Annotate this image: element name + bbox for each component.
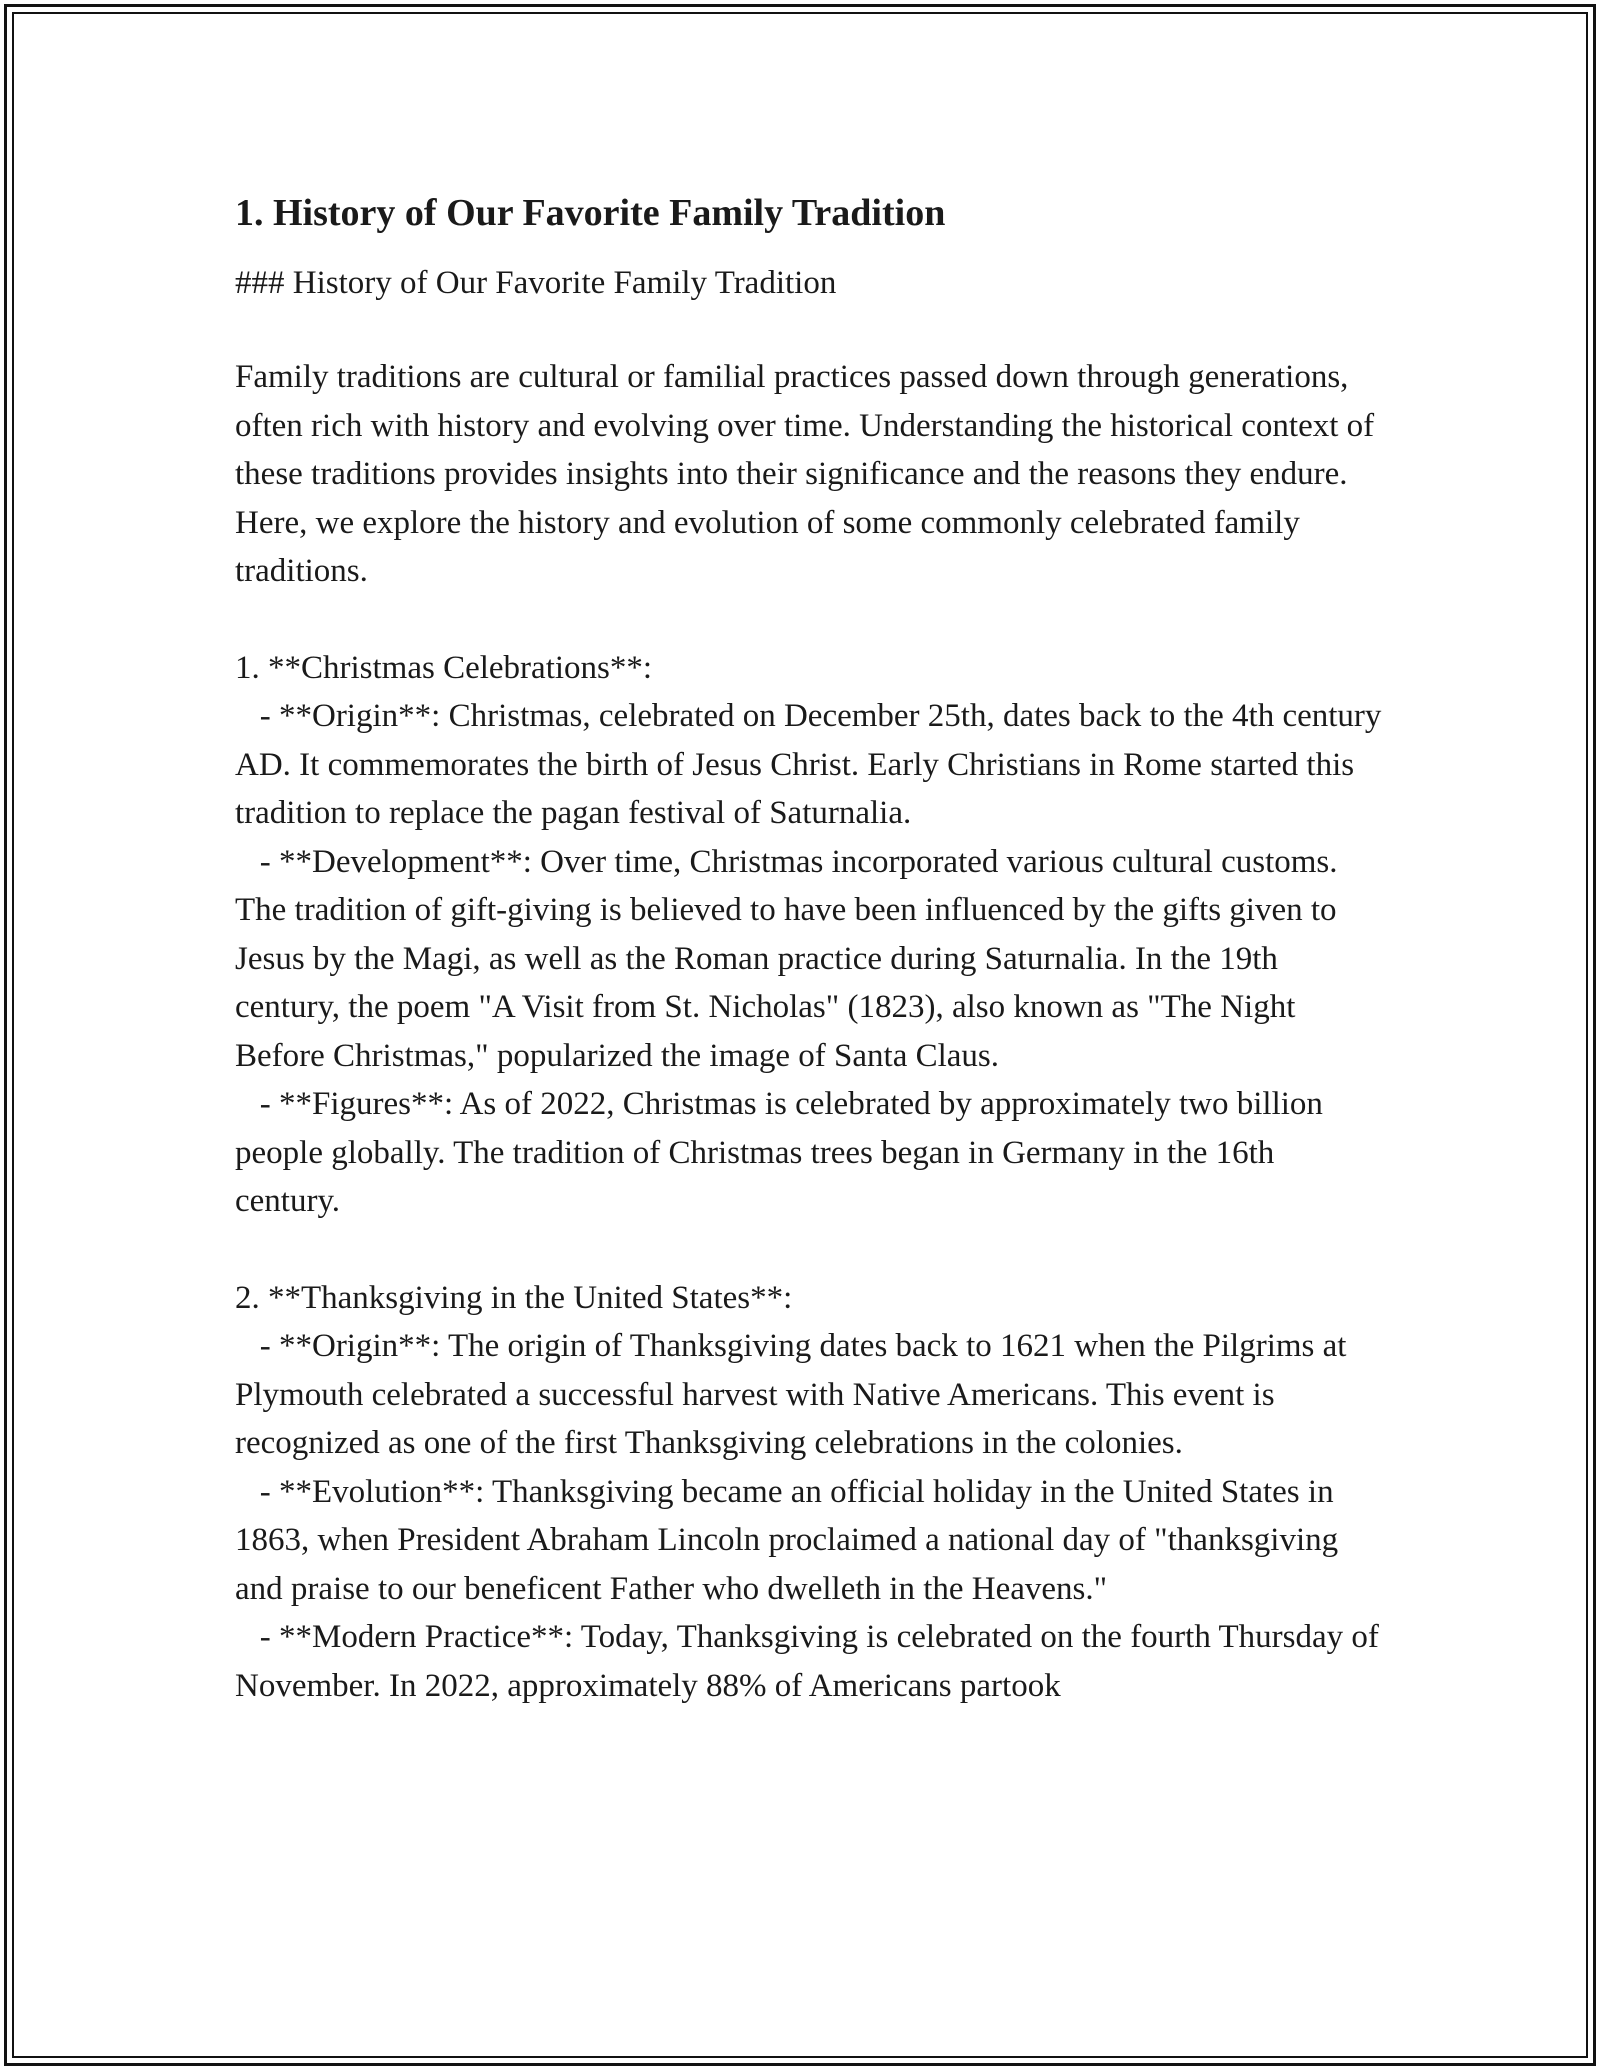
markdown-subheading: ### History of Our Favorite Family Tradition [235,265,837,301]
bullet-origin: - **Origin**: The origin of Thanksgiving dates back to 1621 when the Pilgrims at Plymouth celebrated a successful harvest with Native Americans. This event is recognized as one of the first Thanksgiving celebrations in the colonies. [235,1328,1355,1461]
intro-paragraph: Family traditions are cultural or familial practices passed down through generations, often rich with history and evolving over time. Understanding the historical context of these traditions provides insights into their significance and the reasons they endure. Here, we explore the history and evolution of some commonly celebrated family traditions. [235,359,1375,589]
document-title: 1. History of Our Favorite Family Tradition [235,192,946,234]
bullet-figures: - **Figures**: As of 2022, Christmas is celebrated by approximately two billion people globally. The tradition of Christmas trees began in Germany in the 16th century. [235,1086,1332,1219]
bullet-modern-practice: - **Modern Practice**: Today, Thanksgiving is celebrated on the fourth Thursday of November. In 2022, approximately 88% of Americans partook [235,1619,1388,1704]
bullet-origin: - **Origin**: Christmas, celebrated on December 25th, dates back to the 4th century AD. It commemorates the birth of Jesus Christ. Early Christians in Rome started this tradition to replace the pagan festival of Saturnalia. [235,698,1388,831]
document-body [235,185,1388,1710]
section-title: 2. **Thanksgiving in the United States**: [235,1279,793,1316]
bullet-evolution: - **Evolution**: Thanksgiving became an official holiday in the United States in 1863, when President Abraham Lincoln proclaimed a national day of "thanksgiving and praise to our beneficent Father who dwelleth in the Heavens." [235,1473,1347,1607]
section-title: 1. **Christmas Celebrations**: [235,649,653,686]
section-thanksgiving [235,1274,1388,1711]
bullet-development: - **Development**: Over time, Christmas incorporated various cultural customs. The tradition of gift-giving is believed to have been influenced by the gifts given to Jesus by the Magi, as well as the Roman practice during Saturnalia. In the 19th century, the poem "A Visit from St. Nicholas" (1823), also known as "The Night Before Christmas," popularized the image of Santa Claus. [235,843,1346,1074]
section-christmas [235,644,1388,1226]
